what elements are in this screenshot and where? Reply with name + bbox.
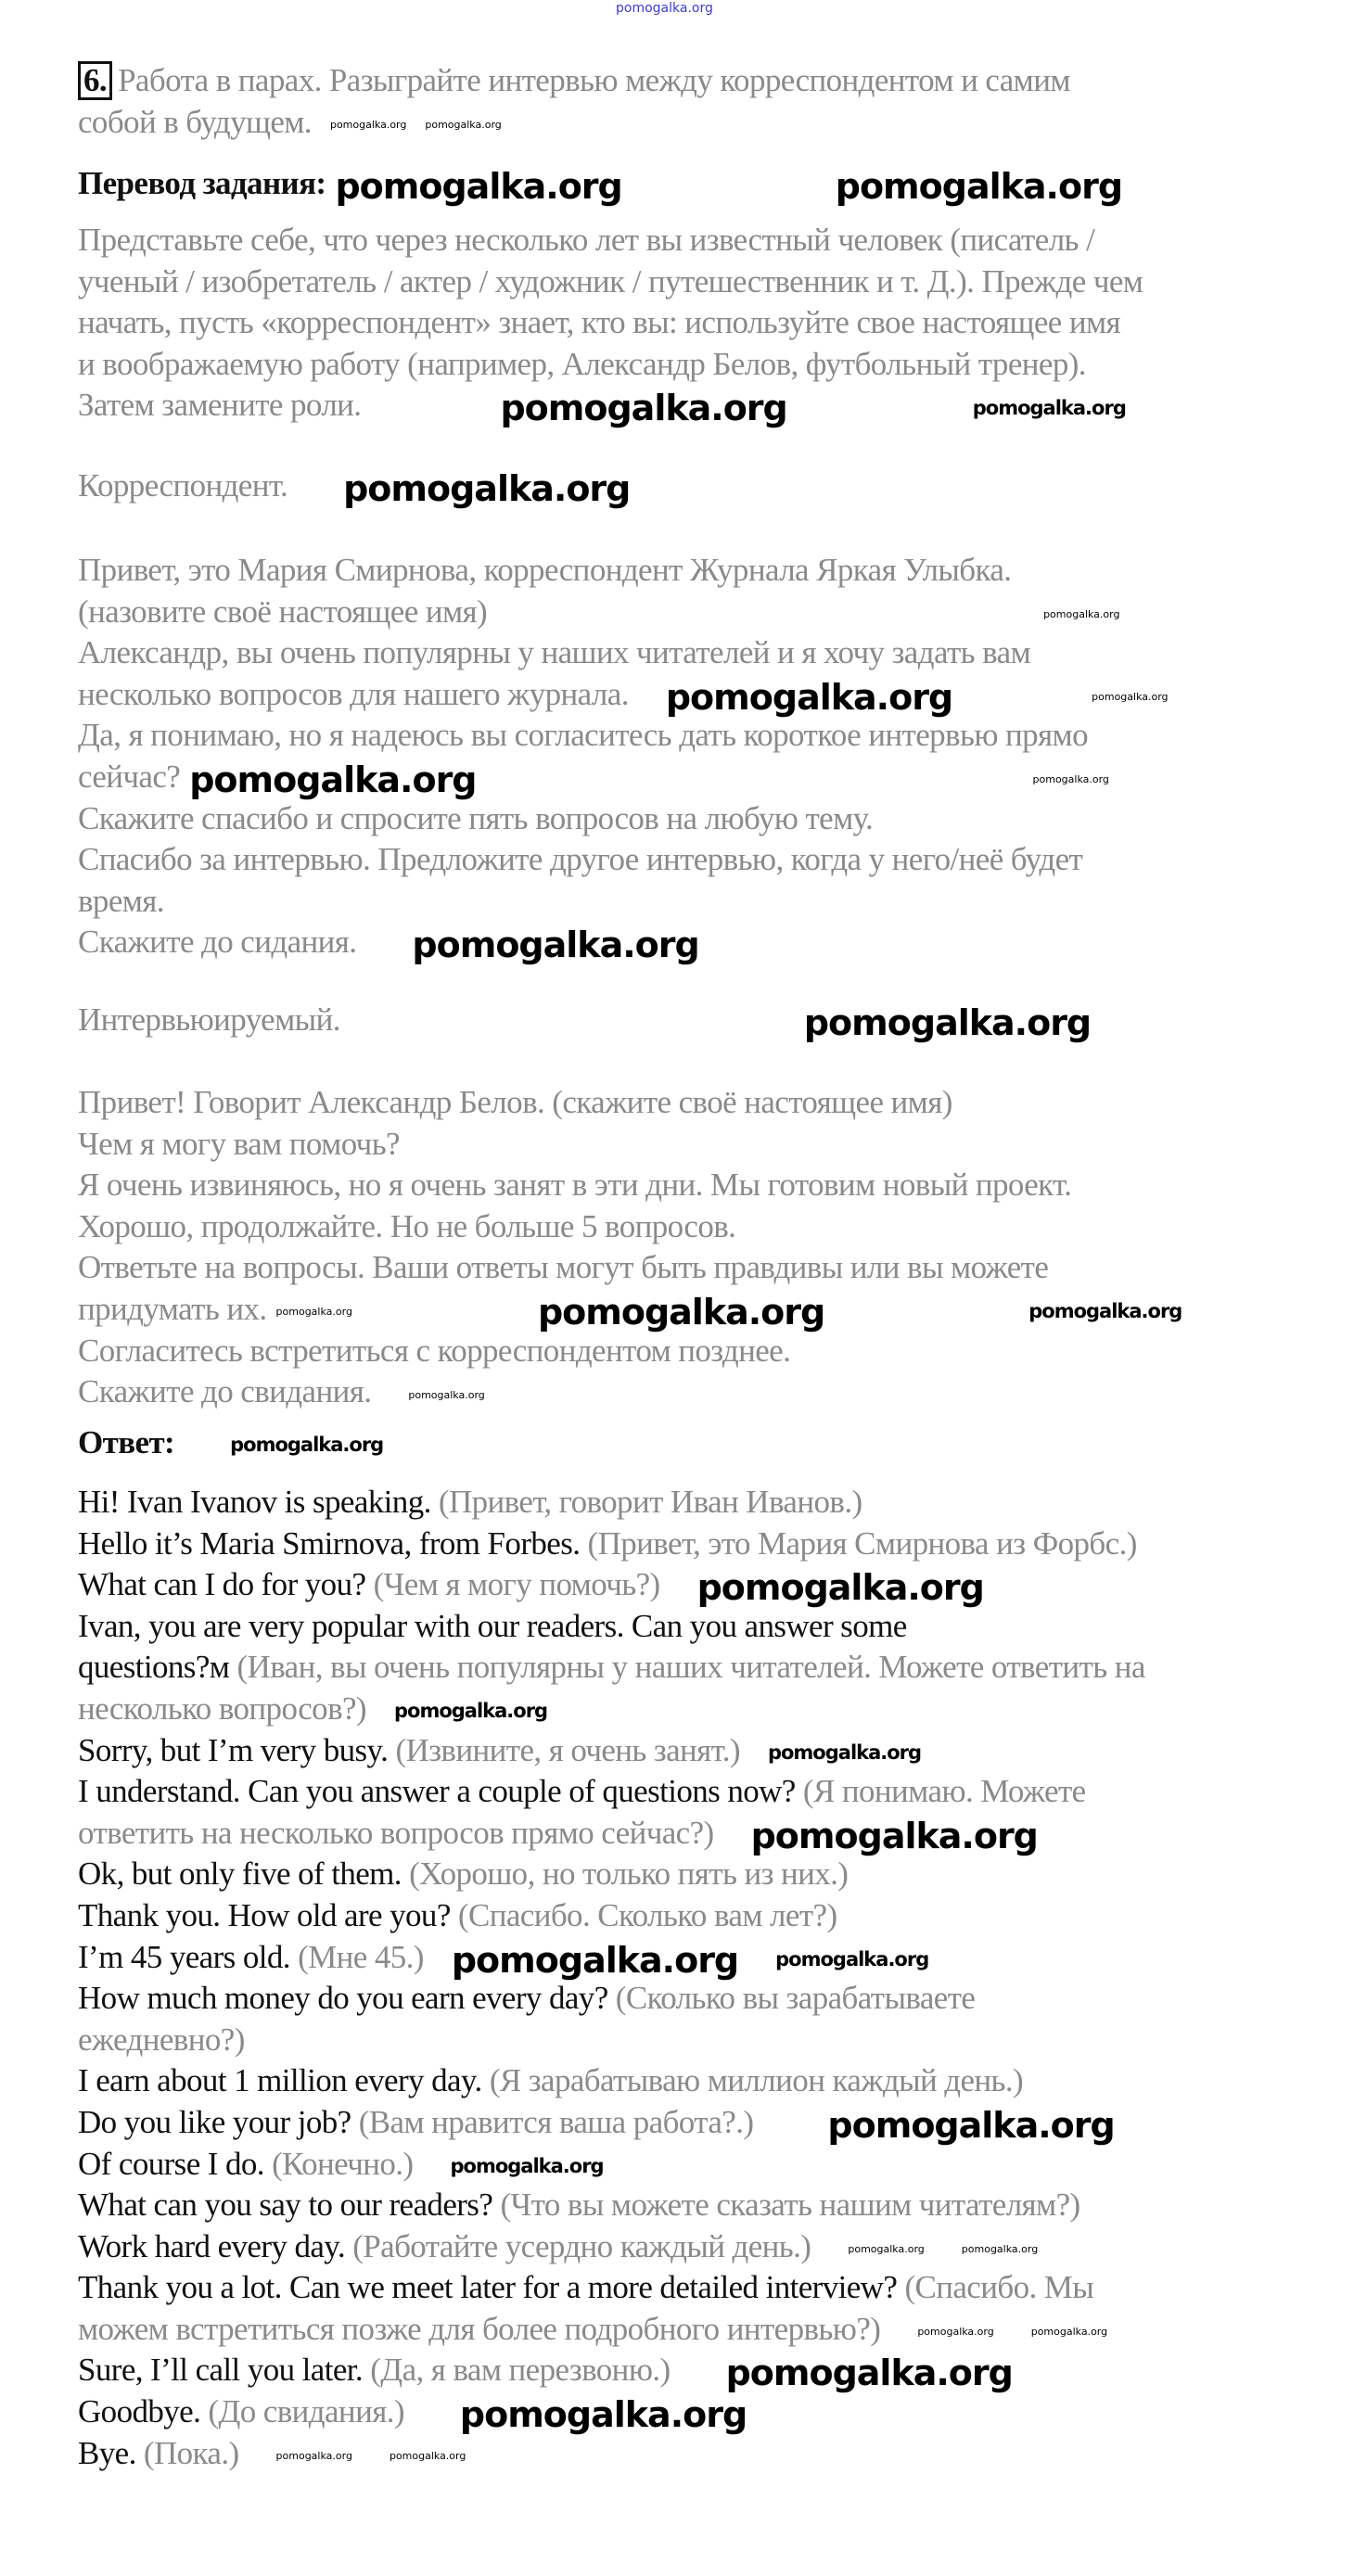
watermark: pomogalka.org [189, 759, 477, 800]
english-text: Hi! Ivan Ivanov is speaking. [78, 1484, 431, 1520]
english-text: Hello it’s Maria Smirnova, from Forbes. [78, 1524, 581, 1562]
correspondent-line: (назовите своё настоящее имя) [78, 593, 488, 630]
task-number: 6. [78, 61, 112, 100]
watermark: pomogalka.org [451, 1939, 739, 1981]
watermark: pomogalka.org [767, 1741, 922, 1765]
dialogue-line [78, 1854, 1339, 1895]
watermark: pomogalka.org [1032, 773, 1109, 786]
dialogue-line [78, 1606, 1339, 1648]
russian-translation: (Чем я могу помочь?) [373, 1566, 660, 1603]
watermark: pomogalka.org [972, 396, 1126, 419]
dialogue-line [78, 1937, 1339, 1979]
russian-translation: (Привет, это Мария Смирнова из Форбс.) [587, 1524, 1137, 1562]
dialogue-line [78, 1564, 1339, 1609]
dialogue-line [78, 1524, 1339, 1565]
russian-translation: (Хорошо, но только пять из них.) [409, 1855, 849, 1893]
english-text: Sure, I’ll call you later. [78, 2352, 364, 2389]
dialogue-line [78, 2267, 1339, 2309]
watermark: pomogalka.org [459, 2394, 747, 2436]
translation-heading: Перевод задания: [78, 165, 326, 201]
interviewee-line-row [78, 1247, 1339, 1289]
russian-translation: (Я зарабатываю миллион каждый день.) [489, 2062, 1024, 2099]
watermark: pomogalka.org [835, 165, 1123, 207]
watermark: pomogalka.org [450, 2154, 604, 2177]
interviewee-line-row [78, 1165, 1339, 1206]
dialogue-line [78, 2144, 1339, 2186]
watermark: pomogalka.org [425, 119, 502, 132]
english-text: What can you say to our readers? [78, 2187, 493, 2224]
interviewee-line: Я очень извиняюсь, но я очень занят в эти дни. Мы готовим новый проект. [78, 1167, 1072, 1204]
correspondent-label-line [78, 465, 1339, 507]
dialogue-line [78, 2020, 1339, 2061]
interviewee-label: Интервьюируемый. [78, 1001, 340, 1038]
correspondent-line: время. [78, 882, 164, 919]
watermark: pomogalka.org [393, 1700, 548, 1723]
english-text: Ok, but only five of them. [78, 1855, 402, 1893]
watermark: pomogalka.org [275, 2450, 352, 2463]
paragraph-line-row [78, 344, 1339, 386]
interviewee-line-row [78, 1289, 1339, 1331]
watermark: pomogalka.org [775, 1948, 929, 1970]
english-text: Goodbye. [78, 2393, 201, 2430]
watermark: pomogalka.org [1030, 2326, 1108, 2339]
russian-translation: (Да, я вам перезвоню.) [370, 2352, 671, 2389]
answer-dialogue [78, 1482, 1339, 2474]
watermark: pomogalka.org [616, 1, 713, 16]
task-text: собой в будущем. [78, 103, 312, 140]
paragraph-line: ученый / изобретатель / актер / художник / путешественник и т. Д.). Прежде чем [78, 262, 1143, 300]
russian-translation: (Что вы можете сказать нашим читателям?) [500, 2187, 1080, 2224]
correspondent-line-row [78, 798, 1339, 840]
correspondent-line: Привет, это Мария Смирнова, корреспондент Журнала Яркая Улыбка. [78, 552, 1012, 588]
english-text: Thank you a lot. Can we meet later for a more detailed interview? [78, 2269, 898, 2306]
dialogue-line [78, 1895, 1339, 1937]
watermark: pomogalka.org [803, 1001, 1092, 1043]
dialogue-line [78, 1647, 1339, 1689]
watermark: pomogalka.org [275, 1306, 352, 1319]
correspondent-line-row [78, 550, 1339, 592]
dialogue-line [78, 2350, 1339, 2394]
russian-translation: (Мне 45.) [298, 1938, 424, 1975]
interviewee-line: Хорошо, продолжайте. Но не больше 5 вопросов. [78, 1207, 736, 1244]
task-line [78, 102, 1339, 144]
interviewee-label-line [78, 1000, 1339, 1041]
russian-translation: ответить на несколько вопросов прямо сейчас?) [78, 1814, 714, 1851]
task-text: Работа в парах. Разыграйте интервью между корреспондентом и самим [118, 62, 1070, 98]
paragraph-line-row [78, 220, 1339, 261]
dialogue-line [78, 1813, 1339, 1855]
watermark: pomogalka.org [917, 2326, 994, 2339]
paragraph-line-row [78, 302, 1339, 344]
russian-translation: (Работайте усердно каждый день.) [352, 2227, 811, 2264]
russian-translation: (Пока.) [143, 2434, 239, 2471]
dialogue-line [78, 2309, 1339, 2351]
watermark: pomogalka.org [412, 925, 699, 966]
russian-translation: можем встретиться позже для более подробного интервью?) [78, 2310, 881, 2347]
english-text: Sorry, but I’m very busy. [78, 1731, 389, 1768]
dialogue-line [78, 1771, 1339, 1813]
interviewee-line: Согласитесь встретиться с корреспондентом позднее. [78, 1332, 791, 1369]
correspondent-line: Скажите до сидания. [78, 924, 357, 961]
watermark: pomogalka.org [750, 1815, 1038, 1856]
correspondent-line-row [78, 839, 1339, 881]
english-text: I understand. Can you answer a couple of questions now? [78, 1773, 796, 1810]
task-line [78, 60, 1339, 102]
watermark: pomogalka.org [537, 1291, 825, 1333]
correspondent-line-row [78, 922, 1339, 966]
russian-translation: (Я понимаю. Можете [802, 1773, 1086, 1810]
interviewee-line: Привет! Говорит Александр Белов. (скажите своё настоящее имя) [78, 1084, 952, 1120]
dialogue-line [78, 2433, 1339, 2475]
watermark: pomogalka.org [848, 2243, 925, 2256]
interviewee-line-row [78, 1206, 1339, 1248]
english-text: Do you like your job? [78, 2103, 351, 2140]
russian-translation: ежедневно?) [78, 2021, 245, 2058]
english-text: Thank you. How old are you? [78, 1896, 451, 1933]
dialogue-line [78, 1482, 1339, 1524]
translation-paragraph [78, 220, 1339, 427]
dialogue-line [78, 2185, 1339, 2226]
paragraph-line: Представьте себе, что через несколько лет вы известный человек (писатель / [78, 222, 1095, 258]
correspondent-line-row [78, 632, 1339, 674]
russian-translation: (Спасибо. Мы [904, 2269, 1094, 2306]
correspondent-line-row [78, 592, 1339, 633]
watermark: pomogalka.org [343, 467, 631, 509]
russian-translation: (Сколько вы зарабатываете [615, 1980, 976, 2017]
correspondent-line: сейчас? [78, 758, 181, 795]
interviewee-line-row [78, 1082, 1339, 1124]
paragraph-line: Затем замените роли. [78, 387, 362, 424]
watermark: pomogalka.org [827, 2104, 1115, 2146]
watermark: pomogalka.org [389, 2450, 466, 2463]
english-text: questions?м [78, 1649, 230, 1686]
english-text: Bye. [78, 2434, 136, 2471]
watermark: pomogalka.org [230, 1434, 384, 1457]
russian-translation: (Привет, говорит Иван Иванов.) [438, 1484, 862, 1520]
interviewee-line: придумать их. [78, 1290, 267, 1327]
russian-translation: (Вам нравится ваша работа?.) [358, 2103, 754, 2140]
watermark: pomogalka.org [408, 1388, 485, 1401]
translation-heading-line [78, 163, 1339, 205]
correspondent-line-row [78, 881, 1339, 923]
dialogue-line [78, 1978, 1339, 2020]
interviewee-line: Скажите до свидания. [78, 1373, 372, 1410]
russian-translation: (Извините, я очень занят.) [395, 1731, 740, 1768]
watermark: pomogalka.org [335, 165, 622, 207]
correspondent-line: Скажите спасибо и спросите пять вопросов на любую тему. [78, 799, 874, 836]
russian-translation: (Спасибо. Сколько вам лет?) [457, 1896, 837, 1933]
english-text: I’m 45 years old. [78, 1938, 290, 1975]
dialogue-line [78, 1689, 1339, 1730]
interviewee-line-row [78, 1331, 1339, 1372]
dialogue-line [78, 2391, 1339, 2436]
paragraph-line-row [78, 261, 1339, 303]
correspondent-line-row [78, 715, 1339, 757]
dialogue-line [78, 2226, 1339, 2268]
watermark: pomogalka.org [1028, 1300, 1182, 1323]
english-text: Of course I do. [78, 2145, 264, 2182]
dialogue-line [78, 2102, 1339, 2144]
dialogue-line [78, 1730, 1339, 1772]
watermark: pomogalka.org [696, 1567, 984, 1609]
interviewee-lines [78, 1082, 1339, 1413]
watermark: pomogalka.org [500, 388, 787, 429]
answer-heading-line [78, 1422, 1339, 1464]
paragraph-line-row [78, 385, 1339, 427]
english-text: Ivan, you are very popular with our readers. Can you answer some [78, 1607, 907, 1644]
watermark: pomogalka.org [1043, 608, 1120, 621]
watermark: pomogalka.org [1092, 691, 1169, 704]
russian-translation: несколько вопросов?) [78, 1690, 366, 1727]
russian-translation: (До свидания.) [208, 2393, 404, 2430]
paragraph-line: и воображаемую работу (например, Александр Белов, футбольный тренер). [78, 345, 1086, 382]
correspondent-label: Корреспондент. [78, 467, 288, 504]
russian-translation: (Конечно.) [272, 2145, 414, 2182]
correspondent-line: Александр, вы очень популярны у наших читателей и я хочу задать вам [78, 634, 1031, 671]
watermark: pomogalka.org [725, 2353, 1013, 2394]
correspondent-line-row [78, 757, 1339, 798]
task-statement [78, 60, 1339, 143]
interviewee-line-row [78, 1124, 1339, 1166]
correspondent-line: Спасибо за интервью. Предложите другое интервью, когда у него/неё будет [78, 841, 1083, 878]
english-text: How much money do you earn every day? [78, 1980, 608, 2017]
english-text: I earn about 1 million every day. [78, 2062, 482, 2099]
russian-translation: (Иван, вы очень популярны у наших читателей. Можете ответить на [236, 1649, 1145, 1686]
english-text: What can I do for you? [78, 1566, 366, 1603]
watermark: pomogalka.org [329, 119, 407, 132]
paragraph-line: начать, пусть «корреспондент» знает, кто вы: используйте свое настоящее имя [78, 304, 1121, 341]
correspondent-line-row [78, 674, 1339, 716]
english-text: Work hard every day. [78, 2227, 346, 2264]
correspondent-lines [78, 550, 1339, 966]
interviewee-line: Ответьте на вопросы. Ваши ответы могут быть правдивы или вы можете [78, 1249, 1049, 1286]
watermark: pomogalka.org [961, 2243, 1039, 2256]
dialogue-line [78, 2060, 1339, 2102]
correspondent-line: несколько вопросов для нашего журнала. [78, 675, 629, 712]
interviewee-line: Чем я могу вам помочь? [78, 1125, 400, 1162]
correspondent-line: Да, я понимаю, но я надеюсь вы согласитесь дать короткое интервью прямо [78, 717, 1088, 754]
answer-heading: Ответ: [78, 1424, 175, 1460]
watermark: pomogalka.org [665, 676, 953, 718]
interviewee-line-row [78, 1371, 1339, 1413]
